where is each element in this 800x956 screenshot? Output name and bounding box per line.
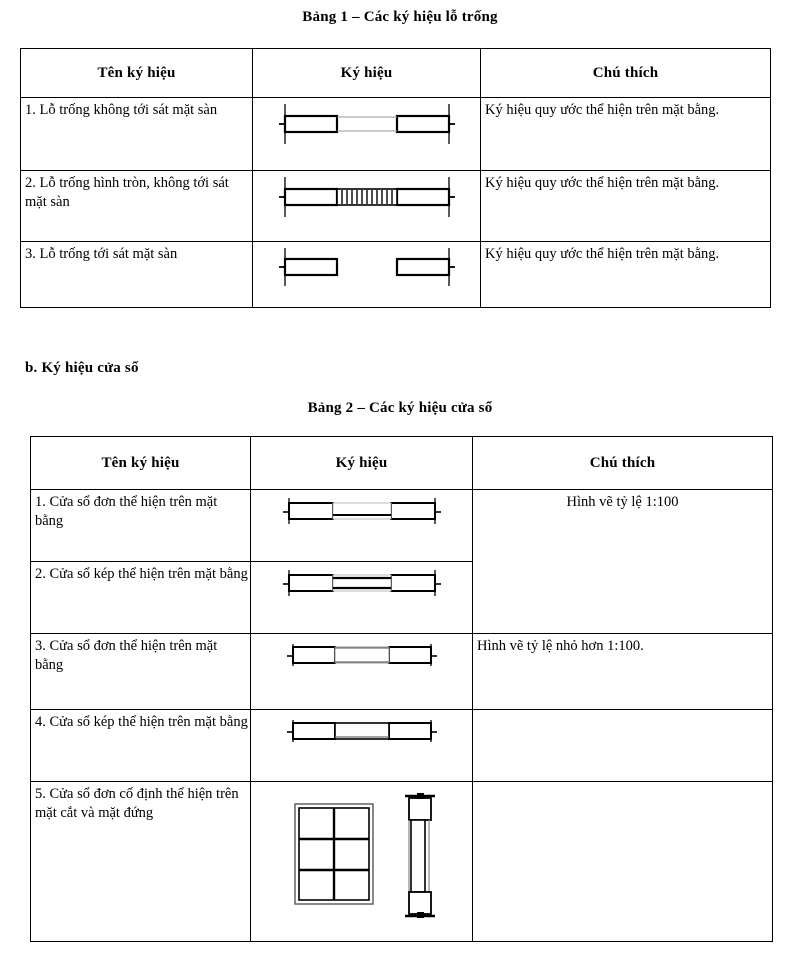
symbol-name-text: 2. Lỗ trống hình tròn, không tới sát mặt sàn [25, 175, 229, 210]
symbol-note-cell [481, 242, 771, 308]
table-1-container [20, 48, 770, 308]
symbol-drawing-cell [251, 562, 473, 634]
table-row [31, 634, 773, 710]
table-row [31, 490, 773, 562]
symbol-note-text: Ký hiệu quy ước thể hiện trên mặt bằng. [485, 175, 720, 191]
table-2-container [30, 436, 772, 942]
table-2 [30, 436, 773, 942]
symbol-name-cell [21, 171, 253, 242]
table-2-col-note: Chú thích [473, 437, 773, 490]
symbol-drawing-cell [251, 782, 473, 942]
symbol-name-cell [31, 490, 251, 562]
symbol-note-cell [473, 710, 773, 782]
table-row [21, 171, 771, 242]
symbol-note-text: Hình vẽ tỷ lệ 1:100 [566, 494, 679, 510]
table-row [21, 98, 771, 171]
table-1-header-row [21, 49, 771, 98]
symbol-name-text: 1. Lỗ trống không tới sát mặt sàn [25, 102, 218, 118]
table-1-body [21, 98, 771, 308]
round-opening-not-to-floor-icon [253, 171, 480, 223]
table-1-col-name: Tên ký hiệu [21, 49, 253, 98]
symbol-name-text: 2. Cửa sổ kép thể hiện trên mặt bằng [35, 566, 248, 582]
symbol-name-cell [21, 98, 253, 171]
table-2-col-name: Tên ký hiệu [31, 437, 251, 490]
symbol-name-text: 4. Cửa sổ kép thể hiện trên mặt bằng [35, 714, 248, 730]
table-1-header [21, 49, 771, 98]
section-heading-b: b. Ký hiệu cửa sổ [25, 360, 139, 376]
symbol-name-text: 3. Lỗ trống tới sát mặt sàn [25, 246, 178, 262]
symbol-name-text: 1. Cửa sổ đơn thể hiện trên mặt bằng [35, 494, 218, 529]
symbol-note-cell [473, 634, 773, 710]
symbol-note-text [473, 782, 772, 787]
symbol-drawing-cell [253, 171, 481, 242]
opening-not-to-floor-icon [253, 98, 480, 150]
single-window-plan-icon [251, 490, 472, 532]
symbol-drawing-cell [251, 710, 473, 782]
symbol-drawing-cell [251, 634, 473, 710]
table-row [31, 782, 773, 942]
table-1-col-symbol: Ký hiệu [253, 49, 481, 98]
table-2-body [31, 490, 773, 942]
symbol-note-cell [481, 98, 771, 171]
opening-to-floor-icon [253, 242, 480, 292]
symbol-name-cell [31, 782, 251, 942]
symbol-drawing-cell [253, 98, 481, 171]
table-2-header [31, 437, 773, 490]
symbol-note-text: Ký hiệu quy ước thể hiện trên mặt bằng. [485, 246, 720, 262]
double-window-plan-icon [251, 562, 472, 604]
table-2-title: Bảng 2 – Các ký hiệu cửa sổ [307, 400, 493, 416]
table-2-header-row [31, 437, 773, 490]
table-row [31, 710, 773, 782]
fixed-window-elevation-section-icon [251, 782, 472, 932]
symbol-note-cell-merged [473, 490, 773, 634]
table-1-col-note: Chú thích [481, 49, 771, 98]
symbol-name-text: 3. Cửa sổ đơn thể hiện trên mặt bằng [35, 638, 218, 673]
table-2-col-symbol: Ký hiệu [251, 437, 473, 490]
double-window-plan-small-scale-icon [251, 710, 472, 752]
symbol-note-cell [473, 782, 773, 942]
symbol-note-text: Ký hiệu quy ước thể hiện trên mặt bằng. [485, 102, 720, 118]
table-1-title: Bảng 1 – Các ký hiệu lỗ trống [302, 9, 498, 25]
symbol-name-cell [31, 562, 251, 634]
symbol-drawing-cell [253, 242, 481, 308]
symbol-name-cell [21, 242, 253, 308]
table-1 [20, 48, 771, 308]
symbol-note-text [473, 710, 772, 715]
symbol-drawing-cell [251, 490, 473, 562]
symbol-name-text: 5. Cửa sổ đơn cố định thể hiện trên mặt cắt và mặt đứng [35, 786, 239, 821]
symbol-note-text: Hình vẽ tỷ lệ nhỏ hơn 1:100. [477, 638, 644, 654]
single-window-plan-small-scale-icon [251, 634, 472, 676]
symbol-name-cell [31, 634, 251, 710]
symbol-note-cell [481, 171, 771, 242]
symbol-name-cell [31, 710, 251, 782]
table-row [21, 242, 771, 308]
